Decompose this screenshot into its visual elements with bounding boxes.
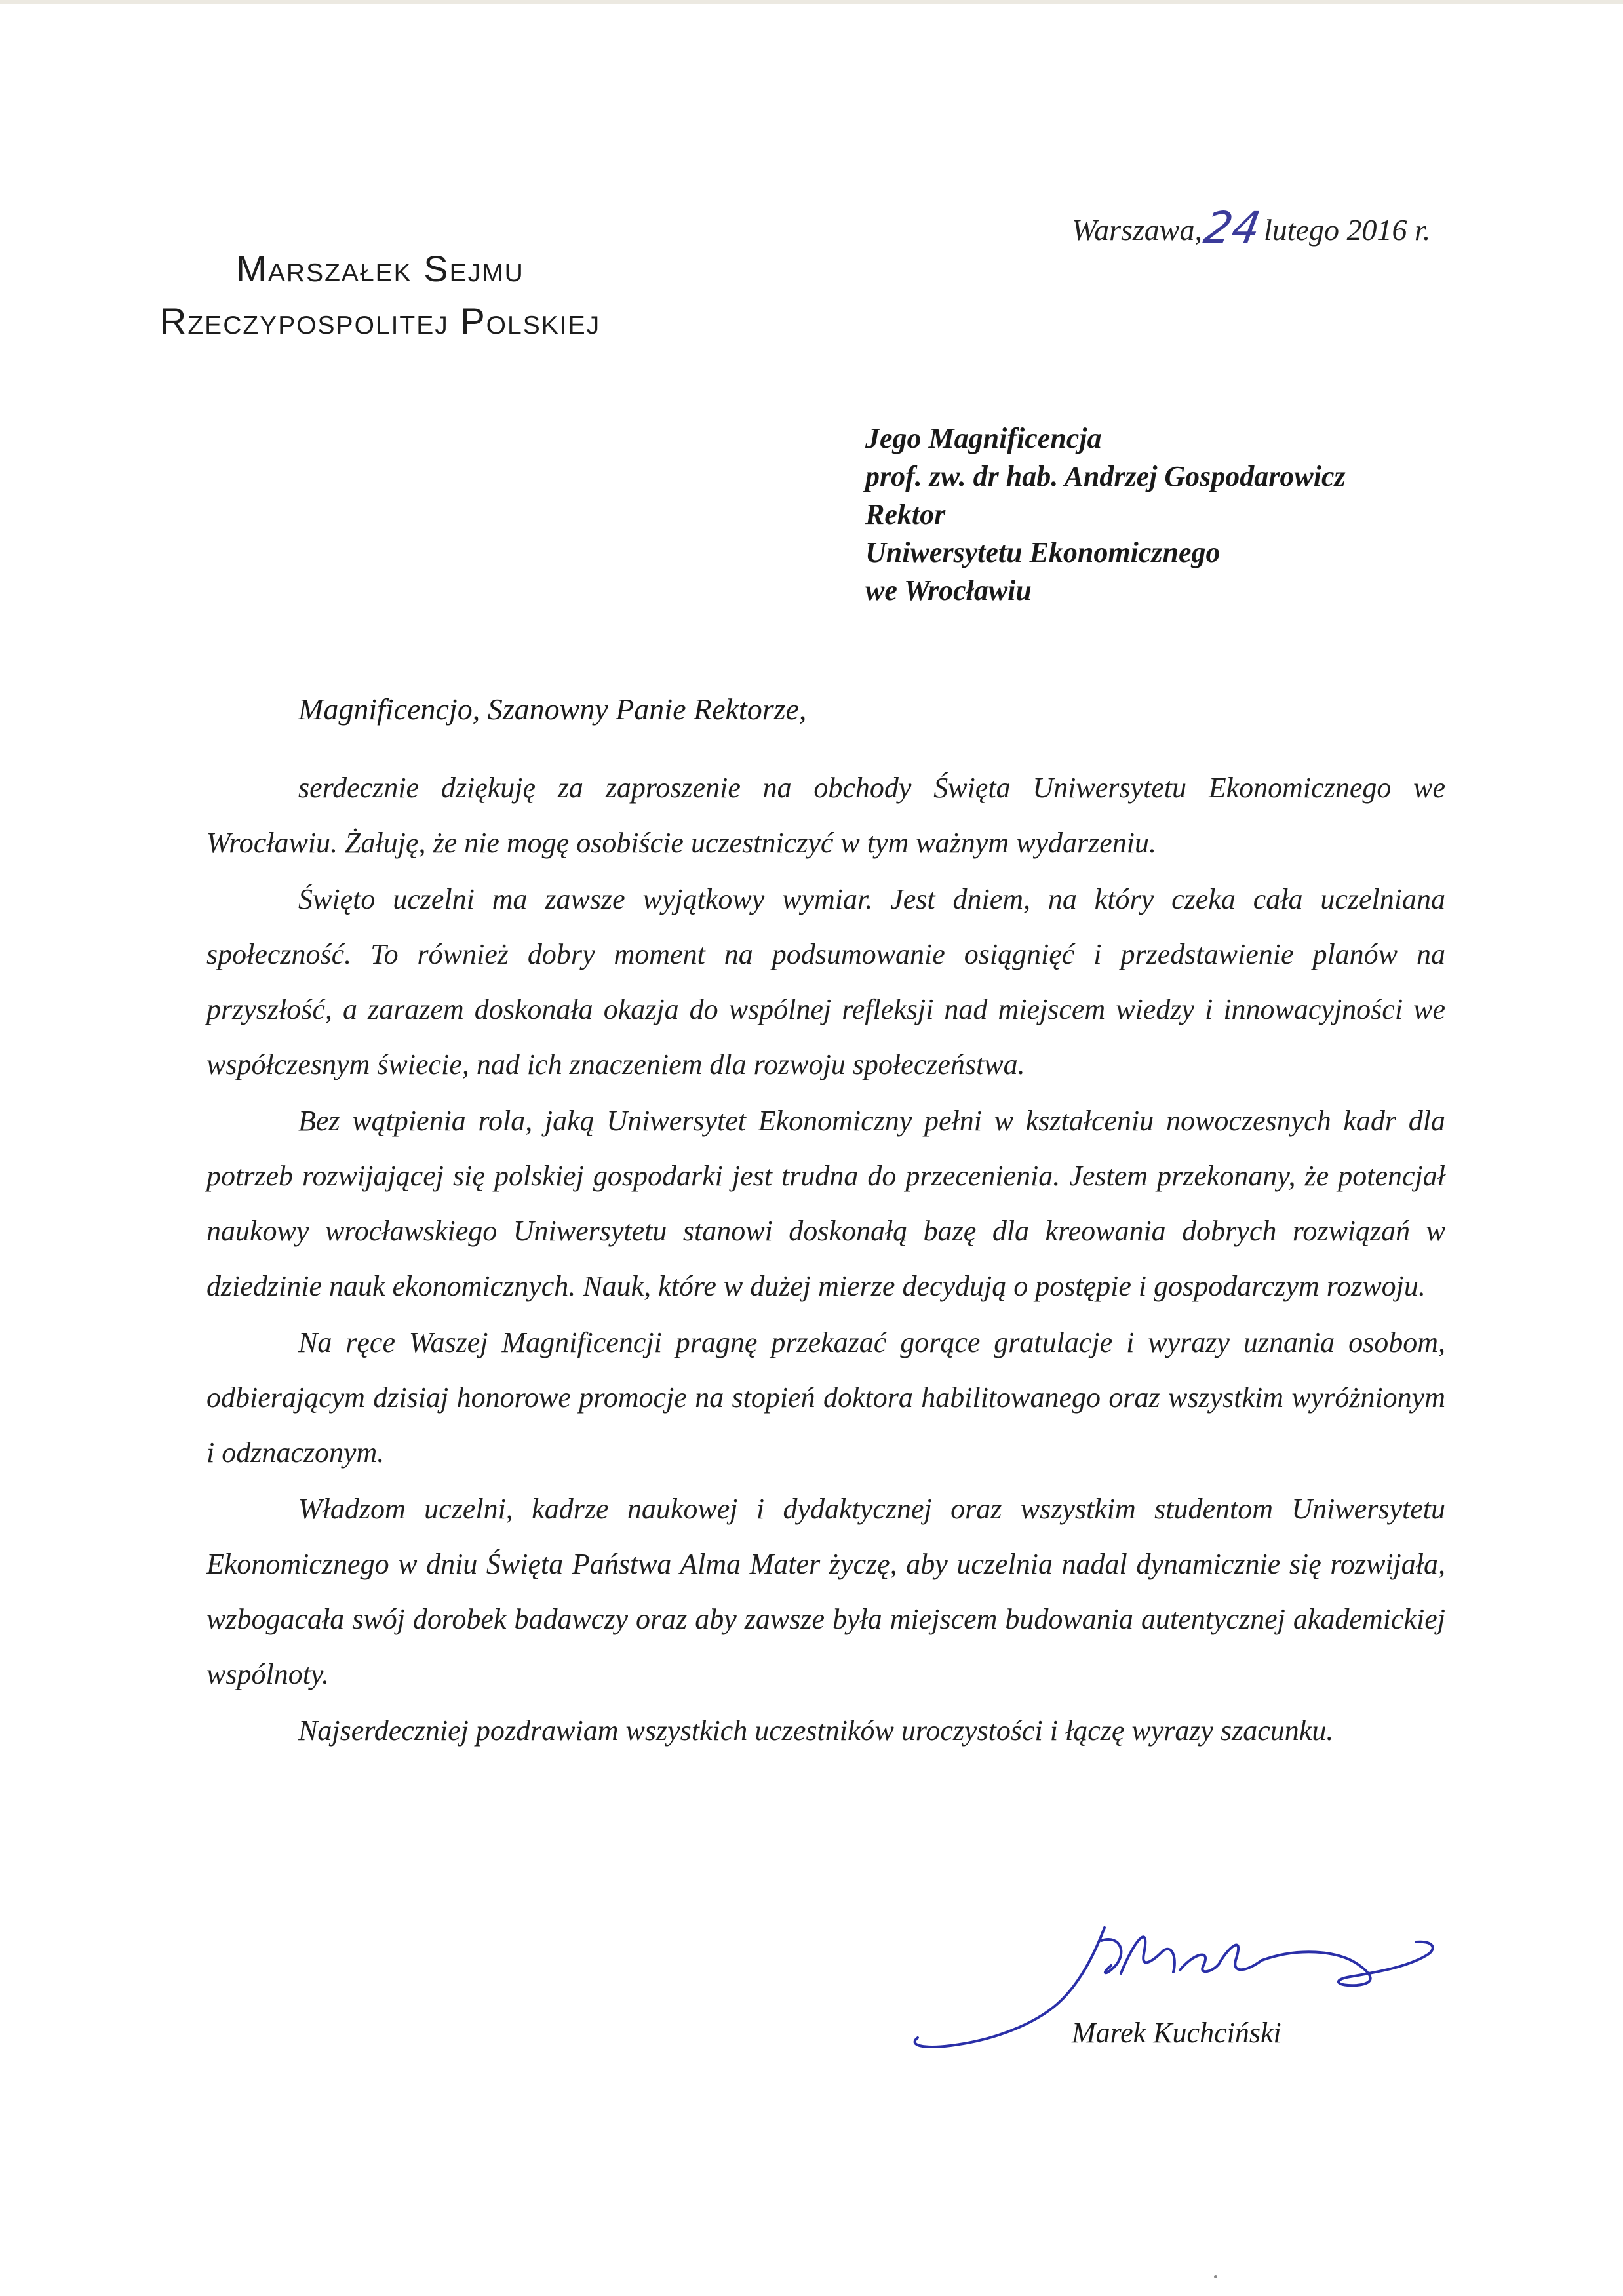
body-paragraph-1: serdecznie dziękuję za zaproszenie na obchody Święta Uniwersytetu Ekonomicznego we Wrocławiu. Żałuję, że nie mogę osobiście uczestniczyć w tym ważnym wydarzeniu.: [206, 772, 1445, 859]
issuer-line-2: Rzeczypospolitej Polskiej: [159, 300, 601, 342]
scan-speck: [1214, 2275, 1217, 2278]
addressee-line-2: prof. zw. dr hab. Andrzej Gospodarowicz: [865, 460, 1346, 492]
signer-name: Marek Kuchciński: [1072, 2017, 1281, 2049]
addressee-line-4: Uniwersytetu Ekonomicznego: [865, 536, 1221, 568]
body-paragraph-4: Na ręce Waszej Magnificencji pragnę przekazać gorące gratulacje i wyrazy uznania osobom, odbierającym dzisiaj honorowe promocje na stopień doktora habilitowanego oraz wszystkim wyróżnionym i odznaczonym.: [206, 1326, 1445, 1469]
body-paragraph-5: Władzom uczelni, kadrze naukowej i dydaktycznej oraz wszystkim studentom Uniwersytetu Ekonomicznego w dniu Święta Państwa Alma Mater życzę, aby uczelnia nadal dynamicznie się rozwijała, wzbogacała swój dorobek badawczy oraz aby zawsze była miejscem budowania autentycznej akademickiej wspólnoty.: [206, 1493, 1445, 1690]
salutation: Magnificencjo, Szanowny Panie Rektorze,: [298, 692, 807, 726]
issuer-line-1: Marszałek Sejmu: [236, 248, 524, 289]
date-rest: lutego 2016 r.: [1263, 213, 1431, 247]
date-day-handwritten: 24: [1200, 203, 1264, 253]
scan-edge: [0, 0, 1623, 4]
addressee-line-3: Rektor: [865, 498, 946, 530]
body-paragraph-3: Bez wątpienia rola, jaką Uniwersytet Ekonomiczny pełni w kształceniu nowoczesnych kadr dla potrzeb rozwijającej się polskiej gospodarki jest trudna do przecenienia. Jestem przekonany, że potencjał naukowy wrocławskiego Uniwersytetu stanowi doskonałą bazę dla kreowania dobrych rozwiązań w dziedzinie nauk ekonomicznych. Nauk, które w dużej mierze decydują o postępie i gospodarczym rozwoju.: [206, 1105, 1445, 1302]
addressee-line-1: Jego Magnificencja: [865, 422, 1102, 454]
addressee-line-5: we Wrocławiu: [865, 574, 1032, 606]
addressee-block: [865, 420, 1346, 610]
letter-body: [206, 761, 1445, 1760]
body-paragraph-6: Najserdeczniej pozdrawiam wszystkich uczestników uroczystości i łączę wyrazy szacunku.: [298, 1714, 1334, 1747]
date-place: Warszawa,: [1072, 213, 1202, 247]
issuer-header: [131, 243, 629, 347]
date-line: [1072, 200, 1431, 253]
body-paragraph-2: Święto uczelni ma zawsze wyjątkowy wymiar. Jest dniem, na który czeka cała uczelniana społeczność. To również dobry moment na podsumowanie osiągnięć i przedstawienie planów na przyszłość, a zarazem doskonała okazja do wspólnej refleksji nad miejscem wiedzy i innowacyjności we współczesnym świecie, nad ich znaczeniem dla rozwoju społeczeństwa.: [206, 883, 1445, 1080]
